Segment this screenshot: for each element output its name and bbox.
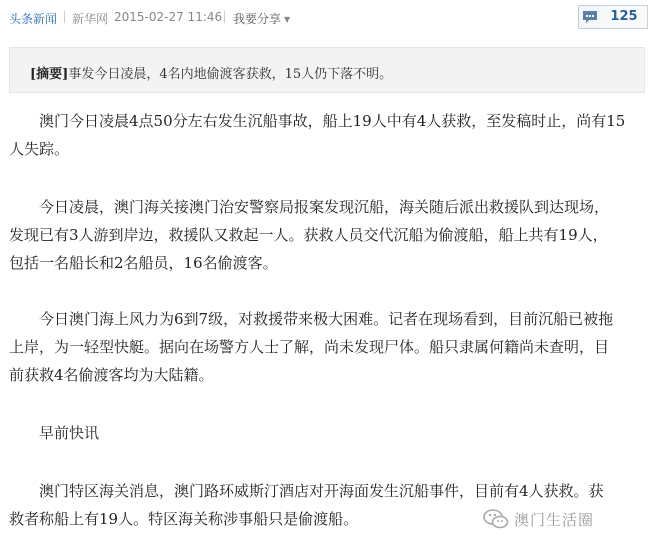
paragraph-line: 上岸，为一轻型快艇。据向在场警方人士了解，尚未发现尸体。船只隶属何籍尚未查明，目 bbox=[9, 338, 610, 356]
paragraph-line: 包括一名船长和2名船员，16名偷渡客。 bbox=[9, 254, 278, 272]
article-meta-bar bbox=[0, 0, 654, 34]
paragraph-line: 救者称船上有19人。特区海关称涉事船只是偷渡船。 bbox=[9, 510, 359, 528]
article-paragraph-1 bbox=[9, 107, 645, 163]
watermark bbox=[514, 509, 594, 531]
summary-text: 事发今日凌晨，4名内地偷渡客获救，15人仍下落不明。 bbox=[68, 67, 393, 82]
paragraph-line: 今日凌晨，澳门海关接澳门治安警察局报案发现沉船，海关随后派出救援队到达现场， bbox=[39, 198, 610, 216]
summary-tag: [摘要] bbox=[30, 67, 69, 82]
subheading-text: 早前快讯 bbox=[39, 424, 100, 442]
watermark-text: 澳门生活圈 bbox=[514, 511, 595, 529]
article-paragraph-2 bbox=[9, 193, 645, 277]
share-menu-button[interactable] bbox=[233, 10, 290, 27]
meta-divider bbox=[64, 11, 65, 23]
meta-divider bbox=[224, 11, 225, 23]
paragraph-line: 人失踪。 bbox=[9, 140, 70, 158]
article-subheading bbox=[39, 419, 645, 447]
paragraph-line: 发现已有3人游到岸边，救援队又救起一人。获救人员交代沉船为偷渡船，船上共有19人， bbox=[9, 226, 608, 244]
wechat-icon bbox=[482, 507, 510, 531]
paragraph-line: 澳门今日凌晨4点50分左右发生沉船事故，船上19人中有4人获救，至发稿时止，尚有15 bbox=[39, 112, 626, 130]
share-label: 我要分享 bbox=[233, 12, 282, 26]
chevron-down-icon: ▼ bbox=[284, 15, 291, 24]
paragraph-line: 今日澳门海上风力为6到7级，对救援带来极大困难。记者在现场看到，目前沉船已被拖 bbox=[39, 310, 614, 328]
comment-icon[interactable] bbox=[578, 5, 602, 29]
paragraph-line: 澳门特区海关消息，澳门路环威斯汀酒店对开海面发生沉船事件，目前有4人获救。获 bbox=[39, 482, 604, 500]
summary-box bbox=[9, 47, 645, 93]
summary bbox=[30, 63, 392, 82]
paragraph-line: 前获救4名偷渡客均为大陆籍。 bbox=[9, 366, 214, 384]
site-name: 新华网 bbox=[72, 12, 109, 26]
comment-count-button[interactable]: 125 bbox=[601, 5, 648, 29]
source-link[interactable]: 头条新闻 bbox=[9, 12, 58, 26]
article-paragraph-3 bbox=[9, 305, 645, 389]
publish-datetime: 2015-02-27 11:46 bbox=[114, 10, 223, 24]
